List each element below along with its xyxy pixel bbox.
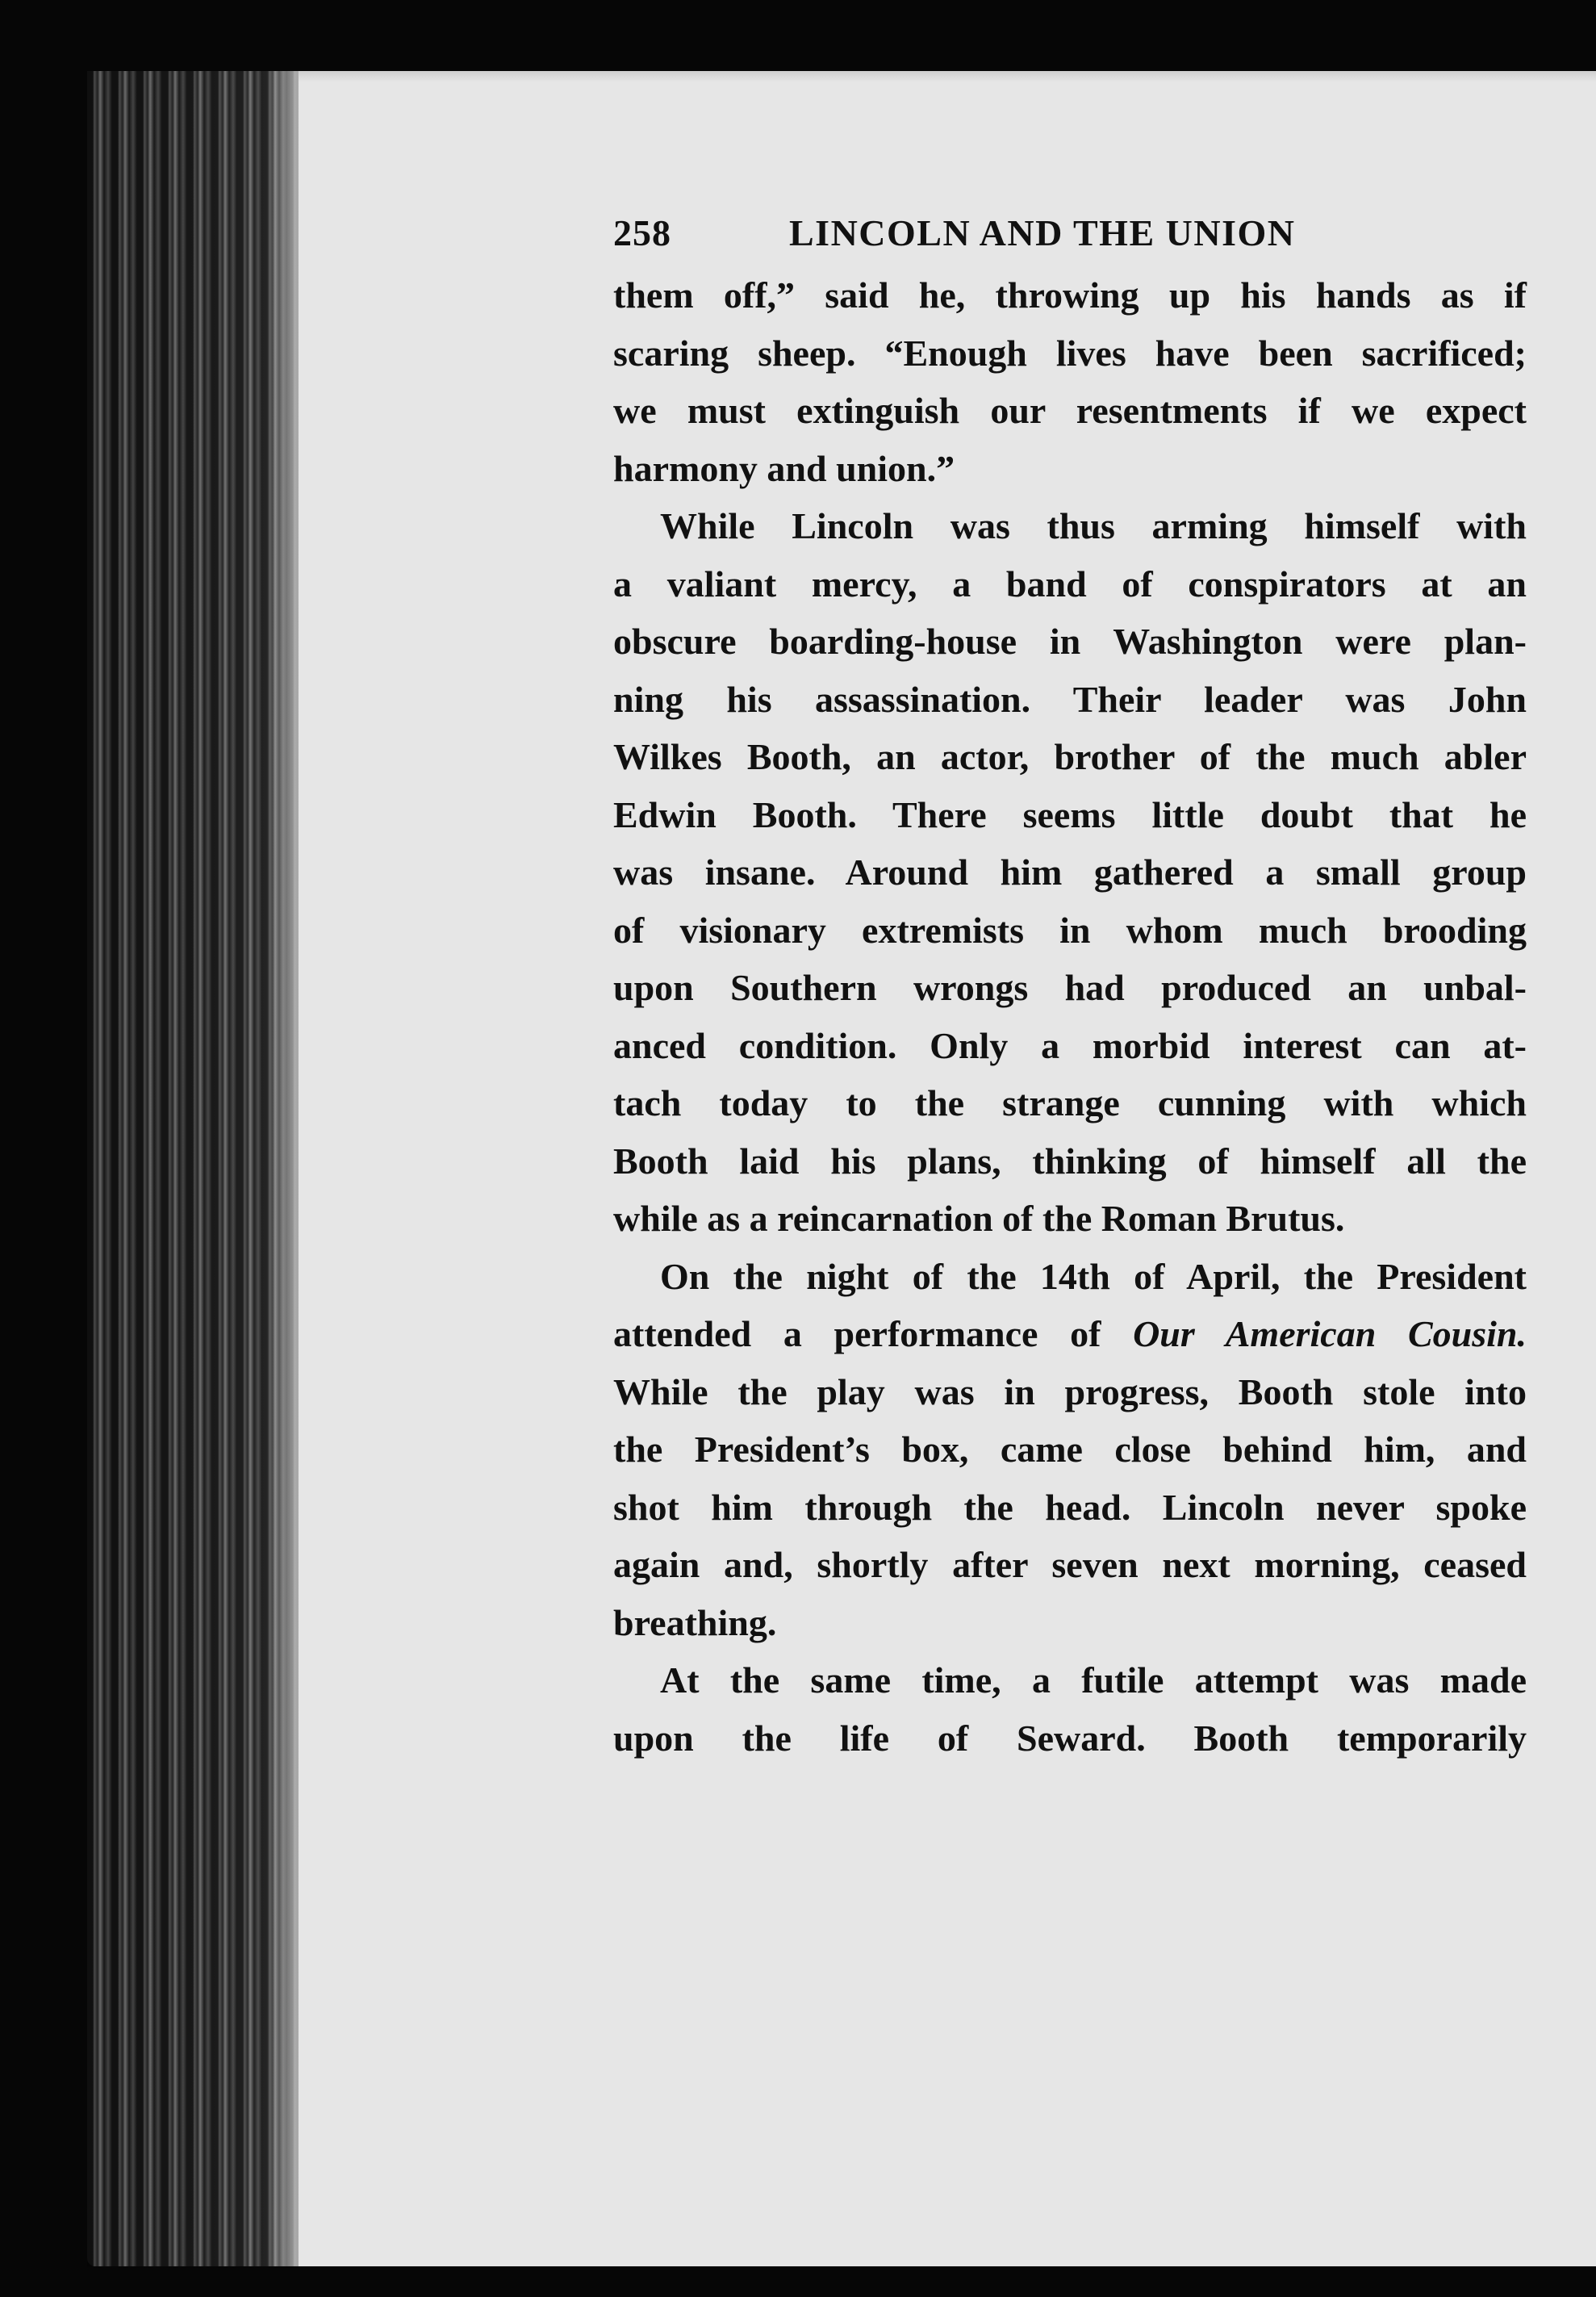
text-line: while as a reincarnation of the Roman Brutus.	[613, 1198, 1345, 1239]
paragraph-3	[613, 1248, 1527, 1652]
text-line: we must extinguish our resentments if we expect	[613, 390, 1527, 431]
page-gutter-shade	[266, 71, 315, 2266]
text-line: While the play was in progress, Booth stole into	[613, 1370, 1527, 1412]
text-line: upon Southern wrongs had produced an unbal-	[613, 967, 1527, 1008]
text-line: the President’s box, came close behind him, and	[613, 1429, 1527, 1470]
text-line: On the night of the 14th of April, the President	[660, 1255, 1527, 1297]
paragraph-4	[613, 1651, 1527, 1767]
text-line: upon the life of Seward. Booth temporarily	[613, 1717, 1527, 1759]
text-line: shot him through the head. Lincoln never spoke	[613, 1486, 1527, 1528]
text-line: At the same time, a futile attempt was made	[660, 1659, 1527, 1701]
text-line: ning his assassination. Their leader was John	[613, 678, 1527, 720]
text-line: them off,” said he, throwing up his hands as if	[613, 274, 1527, 316]
text-line: tach today to the strange cunning with which	[613, 1082, 1527, 1123]
text-line: scaring sheep. “Enough lives have been sacrificed;	[613, 332, 1527, 374]
text-line: Booth laid his plans, thinking of himself all the	[613, 1140, 1527, 1182]
text-line: again and, shortly after seven next morning, ceased	[613, 1544, 1527, 1585]
text-line: Wilkes Booth, an actor, brother of the much abler	[613, 736, 1527, 777]
text-line-with-title	[613, 1305, 1527, 1363]
text-line: Edwin Booth. There seems little doubt that he	[613, 793, 1527, 835]
page-text-block	[613, 211, 1527, 1767]
text-line: breathing.	[613, 1601, 777, 1643]
page-number: 258	[613, 212, 671, 253]
text-line: anced condition. Only a morbid interest can at-	[613, 1024, 1527, 1066]
text-line: was insane. Around him gathered a small group	[613, 851, 1527, 893]
text-line: obscure boarding-house in Washington were plan-	[613, 621, 1527, 662]
text-line-start: attended a performance of	[613, 1313, 1134, 1354]
text-line: harmony and union.”	[613, 447, 955, 489]
text-line: While Lincoln was thus arming himself with	[660, 505, 1527, 546]
page-top-shadow	[299, 71, 1596, 82]
text-line: a valiant mercy, a band of conspirators at an	[613, 563, 1527, 605]
play-title-italic: Our American Cousin.	[1133, 1313, 1527, 1354]
paragraph-1	[613, 266, 1527, 497]
running-header	[613, 211, 1527, 266]
paragraph-2	[613, 497, 1527, 1248]
text-line: of visionary extremists in whom much brooding	[613, 909, 1527, 951]
running-head-title: LINCOLN AND THE UNION	[789, 212, 1296, 253]
